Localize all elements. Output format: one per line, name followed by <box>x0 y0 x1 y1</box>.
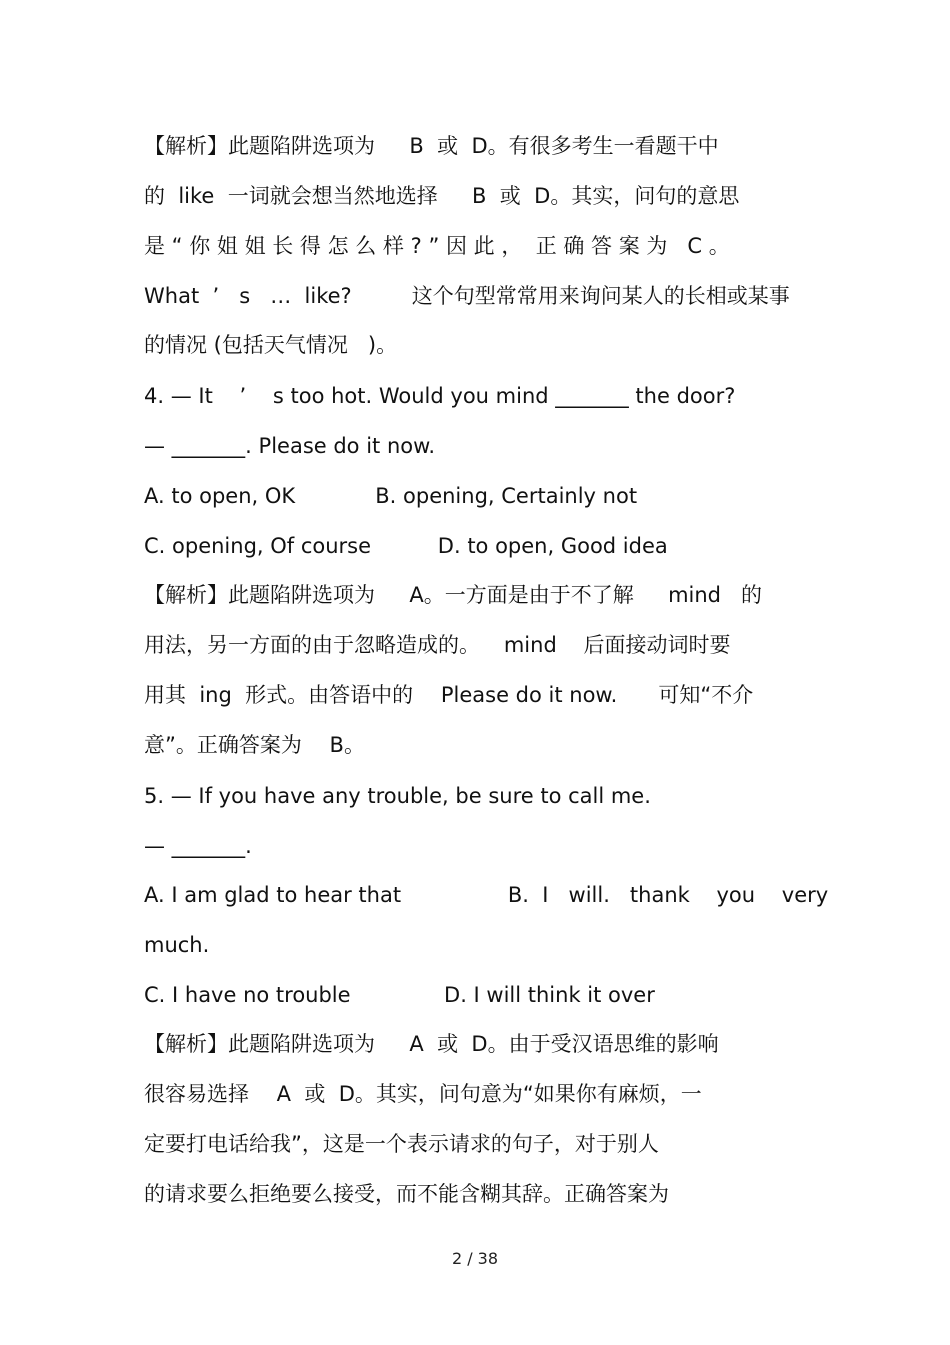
text-line: 用其 ing 形式。由答语中的 Please do it now. 可知“不介 <box>144 683 754 707</box>
text-line: 是 “ 你 姐 姐 长 得 怎 么 样 ? ” 因 此 ， 正 确 答 案 为 C 。 <box>144 234 730 258</box>
text-line: 的 like 一词就会想当然地选择 B 或 D。其实，问句的意思 <box>144 184 740 208</box>
question-5-options-ab: A. I am glad to hear that B. I will. thank you very <box>144 883 829 907</box>
text-line: 意”。正确答案为 B。 <box>144 733 365 757</box>
question-4-response: — _______. Please do it now. <box>144 434 436 458</box>
text-line: 定要打电话给我”，这是一个表示请求的句子，对于别人 <box>144 1132 659 1156</box>
text-line: 用法，另一方面的由于忽略造成的。 mind 后面接动词时要 <box>144 633 731 657</box>
question-5-options-cd: C. I have no trouble D. I will think it over <box>144 983 655 1007</box>
question-5-options-ab-cont: much. <box>144 933 210 957</box>
text-line: 的情况 (包括天气情况 )。 <box>144 333 398 357</box>
text-line: 【解析】此题陷阱选项为 B 或 D。有很多考生一看题干中 <box>144 134 719 158</box>
text-line: 的请求要么拒绝要么接受，而不能含糊其辞。正确答案为 <box>144 1182 669 1206</box>
text-line: 【解析】此题陷阱选项为 A。一方面是由于不了解 mind 的 <box>144 583 763 607</box>
text-line: What ’ s … like? 这个句型常常用来询问某人的长相或某事 <box>144 284 790 308</box>
question-4-stem: 4. — It ’ s too hot. Would you mind _______ the door? <box>144 384 736 408</box>
text-line: 【解析】此题陷阱选项为 A 或 D。由于受汉语思维的影响 <box>144 1032 719 1056</box>
text-line: 很容易选择 A 或 D。其实，问句意为“如果你有麻烦，一 <box>144 1082 702 1106</box>
question-5-response: — _______. <box>144 834 252 858</box>
page-number: 2 / 38 <box>451 1249 499 1268</box>
question-5-stem: 5. — If you have any trouble, be sure to call me. <box>144 784 651 808</box>
question-4-options-ab: A. to open, OK B. opening, Certainly not <box>144 484 638 508</box>
question-4-options-cd: C. opening, Of course D. to open, Good idea <box>144 534 668 558</box>
